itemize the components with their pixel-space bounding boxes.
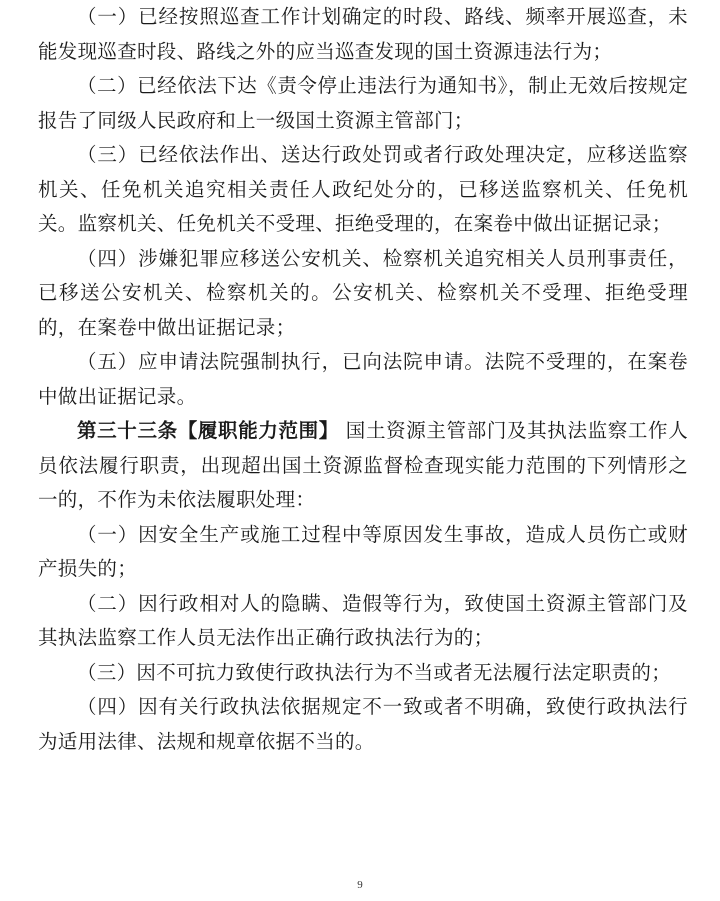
article-33-item-1: （一）因安全生产或施工过程中等原因发生事故，造成人员伤亡或财产损失的； xyxy=(38,522,688,580)
article-33-heading: 第三十三条【履职能力范围】 xyxy=(77,419,339,442)
page-number: 9 xyxy=(357,879,363,891)
paragraph-item-1: （一）已经按照巡查工作计划确定的时段、路线、频率开展巡查，未能发现巡查时段、路线之外的应当巡查发现的国土资源违法行为； xyxy=(38,5,688,63)
paragraph-item-3: （三）已经依法作出、送达行政处罚或者行政处理决定，应移送监察机关、任免机关追究相关责任人政纪处分的，已移送监察机关、任免机关。监察机关、任免机关不受理、拒绝受理的，在案卷中做出证据记录； xyxy=(38,143,688,235)
article-33-text: 国土资源主管部门及其执法监察工作人员依法履行职责，出现超出国土资源监督检查现实能力范围的下列情形之一的，不作为未依法履职处理： xyxy=(38,419,688,511)
article-33-paragraph xyxy=(0,414,688,518)
paragraph-item-2: （二）已经依法下达《责令停止违法行为通知书》，制止无效后按规定报告了同级人民政府和上一级国土资源主管部门； xyxy=(38,74,688,132)
paragraph-item-5: （五）应申请法院强制执行，已向法院申请。法院不受理的，在案卷中做出证据记录。 xyxy=(38,350,688,408)
article-33-item-2: （二）因行政相对人的隐瞒、造假等行为，致使国土资源主管部门及其执法监察工作人员无法作出正确行政执法行为的； xyxy=(38,591,688,649)
article-33-item-3: （三）因不可抗力致使行政执法行为不当或者无法履行法定职责的； xyxy=(77,660,672,684)
article-33-item-4: （四）因有关行政执法依据规定不一致或者不明确，致使行政执法行为适用法律、法规和规章依据不当的。 xyxy=(38,695,688,753)
paragraph-item-4: （四）涉嫌犯罪应移送公安机关、检察机关追究相关人员刑事责任，已移送公安机关、检察机关的。公安机关、检察机关不受理、拒绝受理的，在案卷中做出证据记录； xyxy=(38,246,688,339)
